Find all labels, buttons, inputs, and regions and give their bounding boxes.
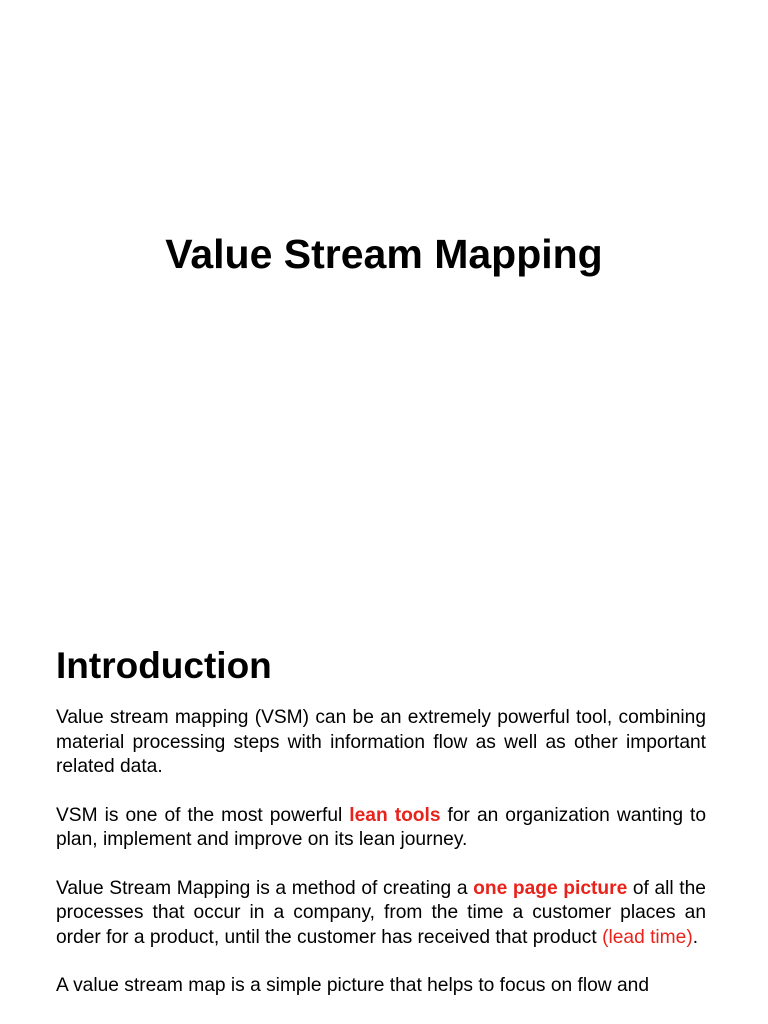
paragraph-simple-picture: A value stream map is a simple picture that helps to focus on flow and [56,975,649,996]
highlight-lead-time: (lead time) [602,926,693,948]
highlight-lean-tools: lean tools [349,804,441,826]
paragraph-text: of all the processes that occur in a company, from the time a customer places an order for a product, until the customer has received that product [56,877,706,948]
paragraph-one-page-picture [56,877,706,951]
paragraph-text: VSM is one of the most powerful [56,804,350,826]
section-heading: Introduction [56,645,272,686]
introduction-section [56,640,706,1023]
paragraph-text: Value Stream Mapping is a method of creating a [56,877,474,899]
paragraph-lean-tools [56,804,706,853]
paragraph-text: . [692,926,699,948]
page-title: Value Stream Mapping [165,231,603,277]
paragraph-text: for an organization wanting to plan, implement and improve on its lean journey. [56,804,707,850]
highlight-one-page-picture: one page picture [473,877,628,899]
paragraph-vsm-definition: Value stream mapping (VSM) can be an extremely powerful tool, combining material processing steps with information flow as well as other important related data. [56,707,706,777]
